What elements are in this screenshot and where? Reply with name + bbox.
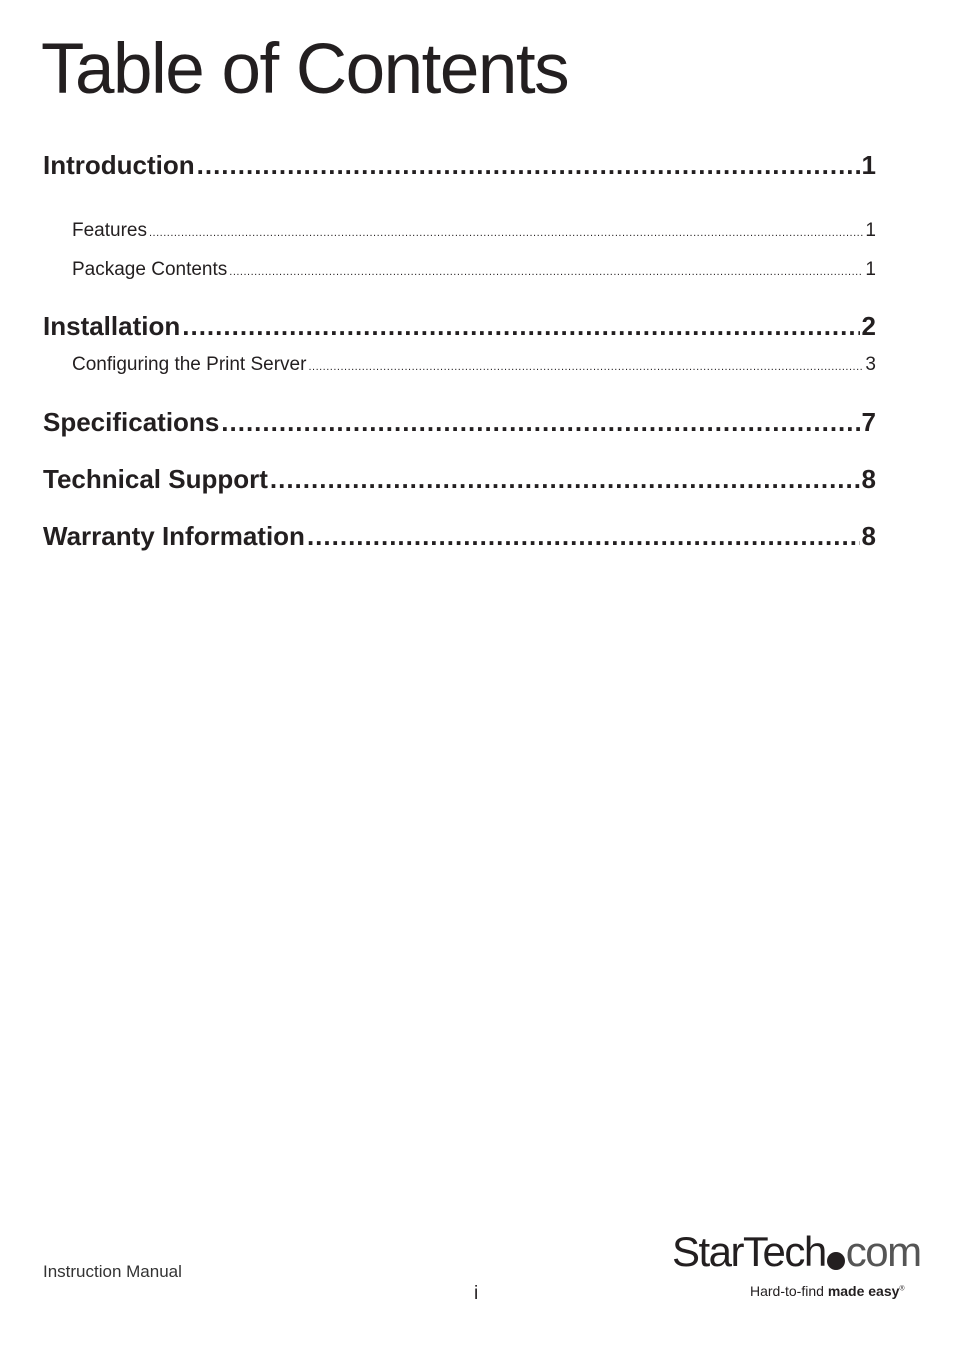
toc-entry-package-contents[interactable] <box>43 259 876 281</box>
toc-entry-specifications[interactable] <box>43 407 876 438</box>
dot-leader <box>229 266 863 278</box>
registered-mark: ® <box>899 1285 905 1293</box>
toc-entry-page: 8 <box>861 521 876 551</box>
toc-entry-label: Package Contents <box>72 259 228 280</box>
toc-entry-page: 3 <box>865 354 876 375</box>
toc-entry-installation[interactable] <box>43 311 876 342</box>
logo-brand-main: StarTech <box>672 1228 826 1275</box>
startech-logo <box>672 1228 921 1306</box>
toc-entry-page: 1 <box>865 259 876 280</box>
toc-entry-page: 7 <box>861 407 876 437</box>
dot-leader <box>307 521 860 552</box>
page-title: Table of Contents <box>41 30 569 109</box>
toc-entry-label: Specifications <box>43 407 220 437</box>
dot-leader <box>182 311 859 342</box>
logo-tagline-light: Hard-to-find <box>750 1283 828 1299</box>
toc-entry-label: Introduction <box>43 150 195 180</box>
toc-entry-technical-support[interactable] <box>43 464 876 495</box>
toc-entry-label: Warranty Information <box>43 521 305 551</box>
dot-leader <box>197 150 860 181</box>
toc-entry-warranty-information[interactable] <box>43 521 876 552</box>
toc-entry-label: Installation <box>43 311 181 341</box>
page-number: i <box>474 1283 479 1304</box>
toc-entry-label: Configuring the Print Server <box>72 354 307 375</box>
toc-entry-page: 8 <box>861 464 876 494</box>
toc-entry-label: Technical Support <box>43 464 268 494</box>
logo-dot-icon <box>827 1252 845 1270</box>
logo-tagline-bold: made easy <box>827 1283 900 1299</box>
toc-entry-label: Features <box>72 220 147 241</box>
toc-entry-features[interactable] <box>43 220 876 242</box>
toc-entry-page: 2 <box>861 311 876 341</box>
dot-leader <box>270 464 860 495</box>
toc-entry-page: 1 <box>865 220 876 241</box>
logo-tagline <box>750 1283 905 1299</box>
toc-entry-introduction[interactable] <box>43 150 876 181</box>
dot-leader <box>221 407 859 438</box>
dot-leader <box>308 361 863 373</box>
toc-entry-page: 1 <box>861 150 876 180</box>
logo-brand-suffix: com <box>845 1228 921 1275</box>
logo-wordmark <box>672 1228 921 1275</box>
toc-entry-configuring-print-server[interactable] <box>43 354 876 376</box>
footer-document-label: Instruction Manual <box>43 1262 182 1281</box>
dot-leader <box>149 227 863 239</box>
